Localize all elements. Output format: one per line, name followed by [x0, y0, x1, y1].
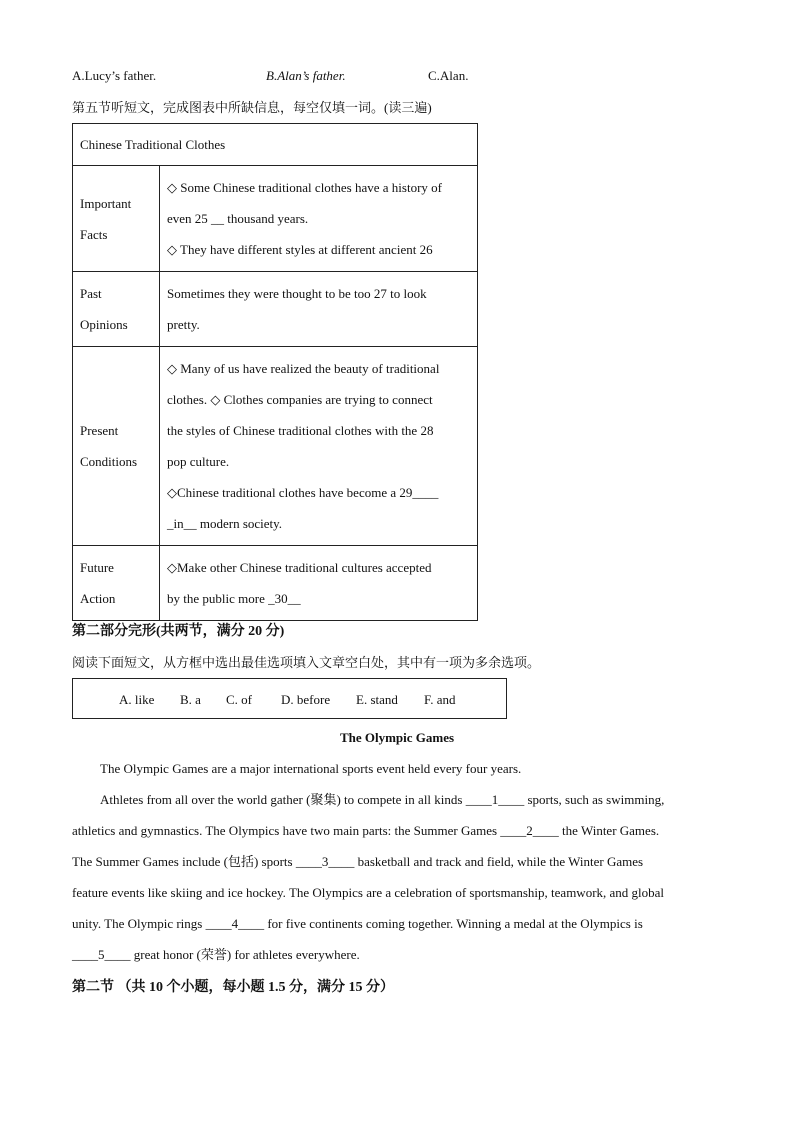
passage-line: athletics and gymnastics. The Olympics have two main parts: the Summer Games ____2____ the Winter Games. [72, 823, 660, 838]
table-row [73, 347, 478, 546]
word-option: E. stand [356, 692, 398, 707]
table-row [73, 546, 478, 621]
option-c: C.Alan. [428, 68, 469, 83]
option-a: A.Lucy’s father. [72, 68, 157, 83]
row-label: Future Action [73, 546, 160, 621]
info-table [72, 123, 478, 621]
row-content: ◇ Some Chinese traditional clothes have a history of even 25 __ thousand years. ◇ They have different styles at different ancient 26 [160, 166, 478, 272]
passage-paragraph-1: The Olympic Games are a major international sports event held every four years. [100, 761, 522, 776]
passage-line: feature events like skiing and ice hockey. The Olympics are a celebration of sportsmanship, teamwork, and global [72, 885, 665, 900]
passage-line: ____5____ great honor (荣誉) for athletes everywhere. [72, 947, 360, 962]
option-b: B.Alan’s father. [266, 68, 346, 83]
word-option: D. before [281, 692, 331, 707]
row-label: Important Facts [73, 166, 160, 272]
row-label: Past Opinions [73, 272, 160, 347]
passage-line: The Summer Games include (包括) sports ____3____ basketball and track and field, while the Winter Games [72, 854, 644, 869]
section2-heading: 第二节 （共 10 个小题，每小题 1.5 分，满分 15 分） [72, 980, 394, 995]
word-option: B. a [180, 692, 201, 707]
row-label: Present Conditions [73, 347, 160, 546]
word-option: F. and [424, 692, 456, 707]
word-option: A. like [119, 692, 155, 707]
row-content: ◇Make other Chinese traditional cultures accepted by the public more _30__ [160, 546, 478, 621]
word-box [72, 678, 507, 719]
table-row [73, 166, 478, 272]
row-content: ◇ Many of us have realized the beauty of traditional clothes. ◇ Clothes companies are trying to connect the styles of Chinese traditional clothes with the 28 pop culture. ◇Chinese traditional clothes have become a 29____ _in__ modern society. [160, 347, 478, 546]
section5-instruction: 第五节听短文，完成图表中所缺信息，每空仅填一词。(读三遍) [72, 100, 432, 115]
table-title: Chinese Traditional Clothes [73, 124, 478, 166]
row-content: Sometimes they were thought to be too 27 to look pretty. [160, 272, 478, 347]
passage-line: Athletes from all over the world gather (聚集) to compete in all kinds ____1____ sports, such as swimming, [100, 792, 665, 807]
table-row [73, 272, 478, 347]
part2-instruction: 阅读下面短文，从方框中选出最佳选项填入文章空白处，其中有一项为多余选项。 [72, 655, 541, 670]
passage-line: unity. The Olympic rings ____4____ for five continents coming together. Winning a medal at the Olympics is [72, 916, 643, 931]
passage [72, 753, 717, 970]
part2-heading: 第二部分完形(共两节，满分 20 分) [72, 624, 285, 639]
word-option: C. of [226, 692, 252, 707]
passage-title: The Olympic Games [339, 730, 455, 745]
